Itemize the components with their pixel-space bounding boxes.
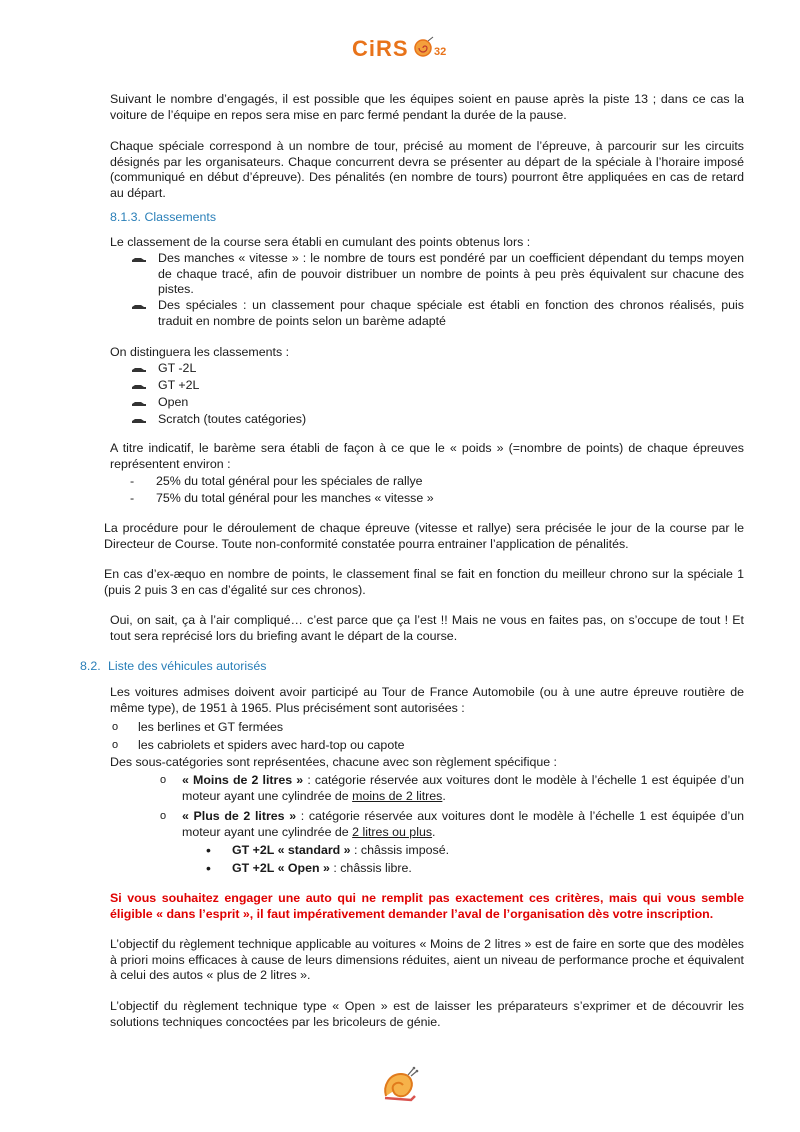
car-bullet-icon [132,303,146,309]
gt-open-label: GT +2L « Open » [232,861,330,875]
paragraph-sous-categories: Des sous-catégories sont représentées, chacune avec son règlement spécifique : [110,755,558,769]
paragraph-bareme: A titre indicatif, le barème sera établi de façon à ce que le « poids » (=nombre de points) de chaque épreuves représentent environ : [110,441,744,471]
list-item [130,474,630,490]
moins-underlined: moins de 2 litres [352,788,443,803]
paragraph-objectif-1: L’objectif du règlement technique applicable au voitures « Moins de 2 litres » est de faire en sorte que des modèles à priori moins efficaces à cause de leurs dimensions réduites, aient un niveau de performance proche et équivalent à celui des autos « plus de 2 litres ». [110,937,744,983]
plus-underlined: 2 litres ou plus [352,824,433,839]
list-item [130,491,630,507]
list-item-text: les cabriolets et spiders avec hard-top ou capote [138,738,405,752]
list-item [132,251,744,299]
paragraph-exaequo: En cas d’ex-æquo en nombre de points, le classement final se fait en fonction du meilleur chrono sur la spéciale 1 (puis 2 puis 3 en cas d’égalité sur ces chronos). [104,567,744,597]
cirs-logo [352,36,456,62]
list-item [132,412,432,428]
list-item [160,809,744,841]
paragraph-speciale: Chaque spéciale correspond à un nombre de tour, précisé au moment de l’épreuve, à parcourir sur les circuits désignés par les organisateurs. Chaque concurrent devra se présenter au départ de la spéciale à l’horaire imposé (communiqué en début d’épreuve). Des pénalités (en nombre de tours) pourront être appliquées en cas de retard au départ. [110,139,744,200]
heading-82-number: 8.2. [80,659,101,673]
classement-intro: Le classement de la course sera établi en cumulant des points obtenus lors : [110,235,531,249]
list-item [160,773,744,805]
list-item [132,298,744,330]
list-item [132,378,432,394]
list-item-text: Des spéciales : un classement pour chaque spéciale est établi en fonction des chronos réalisés, puis traduit en nombre de points selon un barème adapté [158,298,744,328]
paragraph-objectif-2: L’objectif du règlement technique type « Open » est de laisser les préparateurs s’exprimer et de découvrir les solutions techniques concoctées par les bricoleurs de génie. [110,999,744,1029]
paragraph-procedure: La procédure pour le déroulement de chaque épreuve (vitesse et rallye) sera précisée le jour de la course par le Directeur de Course. Toute non-conformité constatée pourra entrainer l’application de pénalités. [104,521,744,551]
list-item-text: Des manches « vitesse » : le nombre de tours est pondéré par un coefficient dépendant du temps moyen de chaque tracé, afin de pouvoir distribuer un nombre de points à peu près équivalent sur chacune des pistes. [158,251,744,297]
list-item-text: 25% du total général pour les spéciales de rallye [156,474,423,488]
dot-bullet: • [206,860,211,876]
circle-bullet: o [112,721,119,733]
classements-intro: On distinguera les classements : [110,345,290,359]
paragraph-pause: Suivant le nombre d’engagés, il est possible que les équipes soient en pause après la piste 13 ; dans ce cas la voiture de l’équipe en repos sera mise en parc fermé pendant la durée de la pause. [110,92,744,122]
moins-desc: : catégorie réservée aux voitures dont le modèle à l’échelle 1 est équipée d’un moteur ayant une cylindrée de [182,773,744,803]
list-item [206,843,706,859]
car-bullet-icon [132,417,146,423]
plus-end: . [432,824,436,839]
list-item [206,861,706,877]
plus-desc: : catégorie réservée aux voitures dont le modèle à l’échelle 1 est équipée d’un moteur ayant une cylindrée de [182,809,745,839]
car-bullet-icon [132,366,146,372]
moins-2-litres-text [182,773,744,804]
gt-open-text [232,861,412,877]
classement-label: Scratch (toutes catégories) [158,412,307,426]
dash-bullet: - [130,474,135,488]
classement-label: Open [158,395,189,409]
heading-813: 8.1.3. Classements [110,210,217,224]
warning-paragraph: Si vous souhaitez engager une auto qui ne remplit pas exactement ces critères, mais qui vous semble éligible « dans l’esprit », il faut impérativement demander l’aval de l’organisation dès votre inscription. [110,891,744,921]
car-bullet-icon [132,383,146,389]
logo-text: CiRS [352,36,409,61]
snail-logo-icon [412,36,434,58]
circle-bullet: o [160,810,167,822]
gt-standard-desc: : châssis imposé. [350,843,450,857]
circle-bullet: o [160,774,167,786]
list-item-text: les berlines et GT fermées [138,720,284,734]
car-bullet-icon [132,256,146,262]
list-item [112,738,712,754]
heading-82: Liste des véhicules autorisés [108,659,267,673]
list-item [132,361,432,377]
dash-bullet: - [130,491,135,505]
paragraph-oui: Oui, on sait, ça à l’air compliqué… c’est parce que ça l’est !! Mais ne vous en faites pas, on s’occupe de tout ! Et tout sera reprécisé lors du briefing avant le départ de la course. [110,613,744,643]
classement-label: GT +2L [158,378,200,392]
dot-bullet: • [206,842,211,858]
classement-label: GT -2L [158,361,197,375]
snail-icon [381,1066,419,1106]
list-item [112,720,712,736]
paragraph-vehicules-intro: Les voitures admises doivent avoir participé au Tour de France Automobile (ou à une autre épreuve routière de même type), de 1951 à 1965. Plus précisément sont autorisées : [110,685,744,715]
moins-end: . [442,788,446,803]
list-item [132,395,432,411]
moins-label: « Moins de 2 litres » [182,773,304,787]
plus-label: « Plus de 2 litres » [182,809,297,823]
plus-2-litres-text [182,809,744,840]
gt-standard-text [232,843,449,859]
logo-subtext: 32 [434,46,447,58]
list-item-text: 75% du total général pour les manches « vitesse » [156,491,434,505]
car-bullet-icon [132,400,146,406]
gt-standard-label: GT +2L « standard » [232,843,351,857]
gt-open-desc: : châssis libre. [329,861,412,875]
circle-bullet: o [112,739,119,751]
